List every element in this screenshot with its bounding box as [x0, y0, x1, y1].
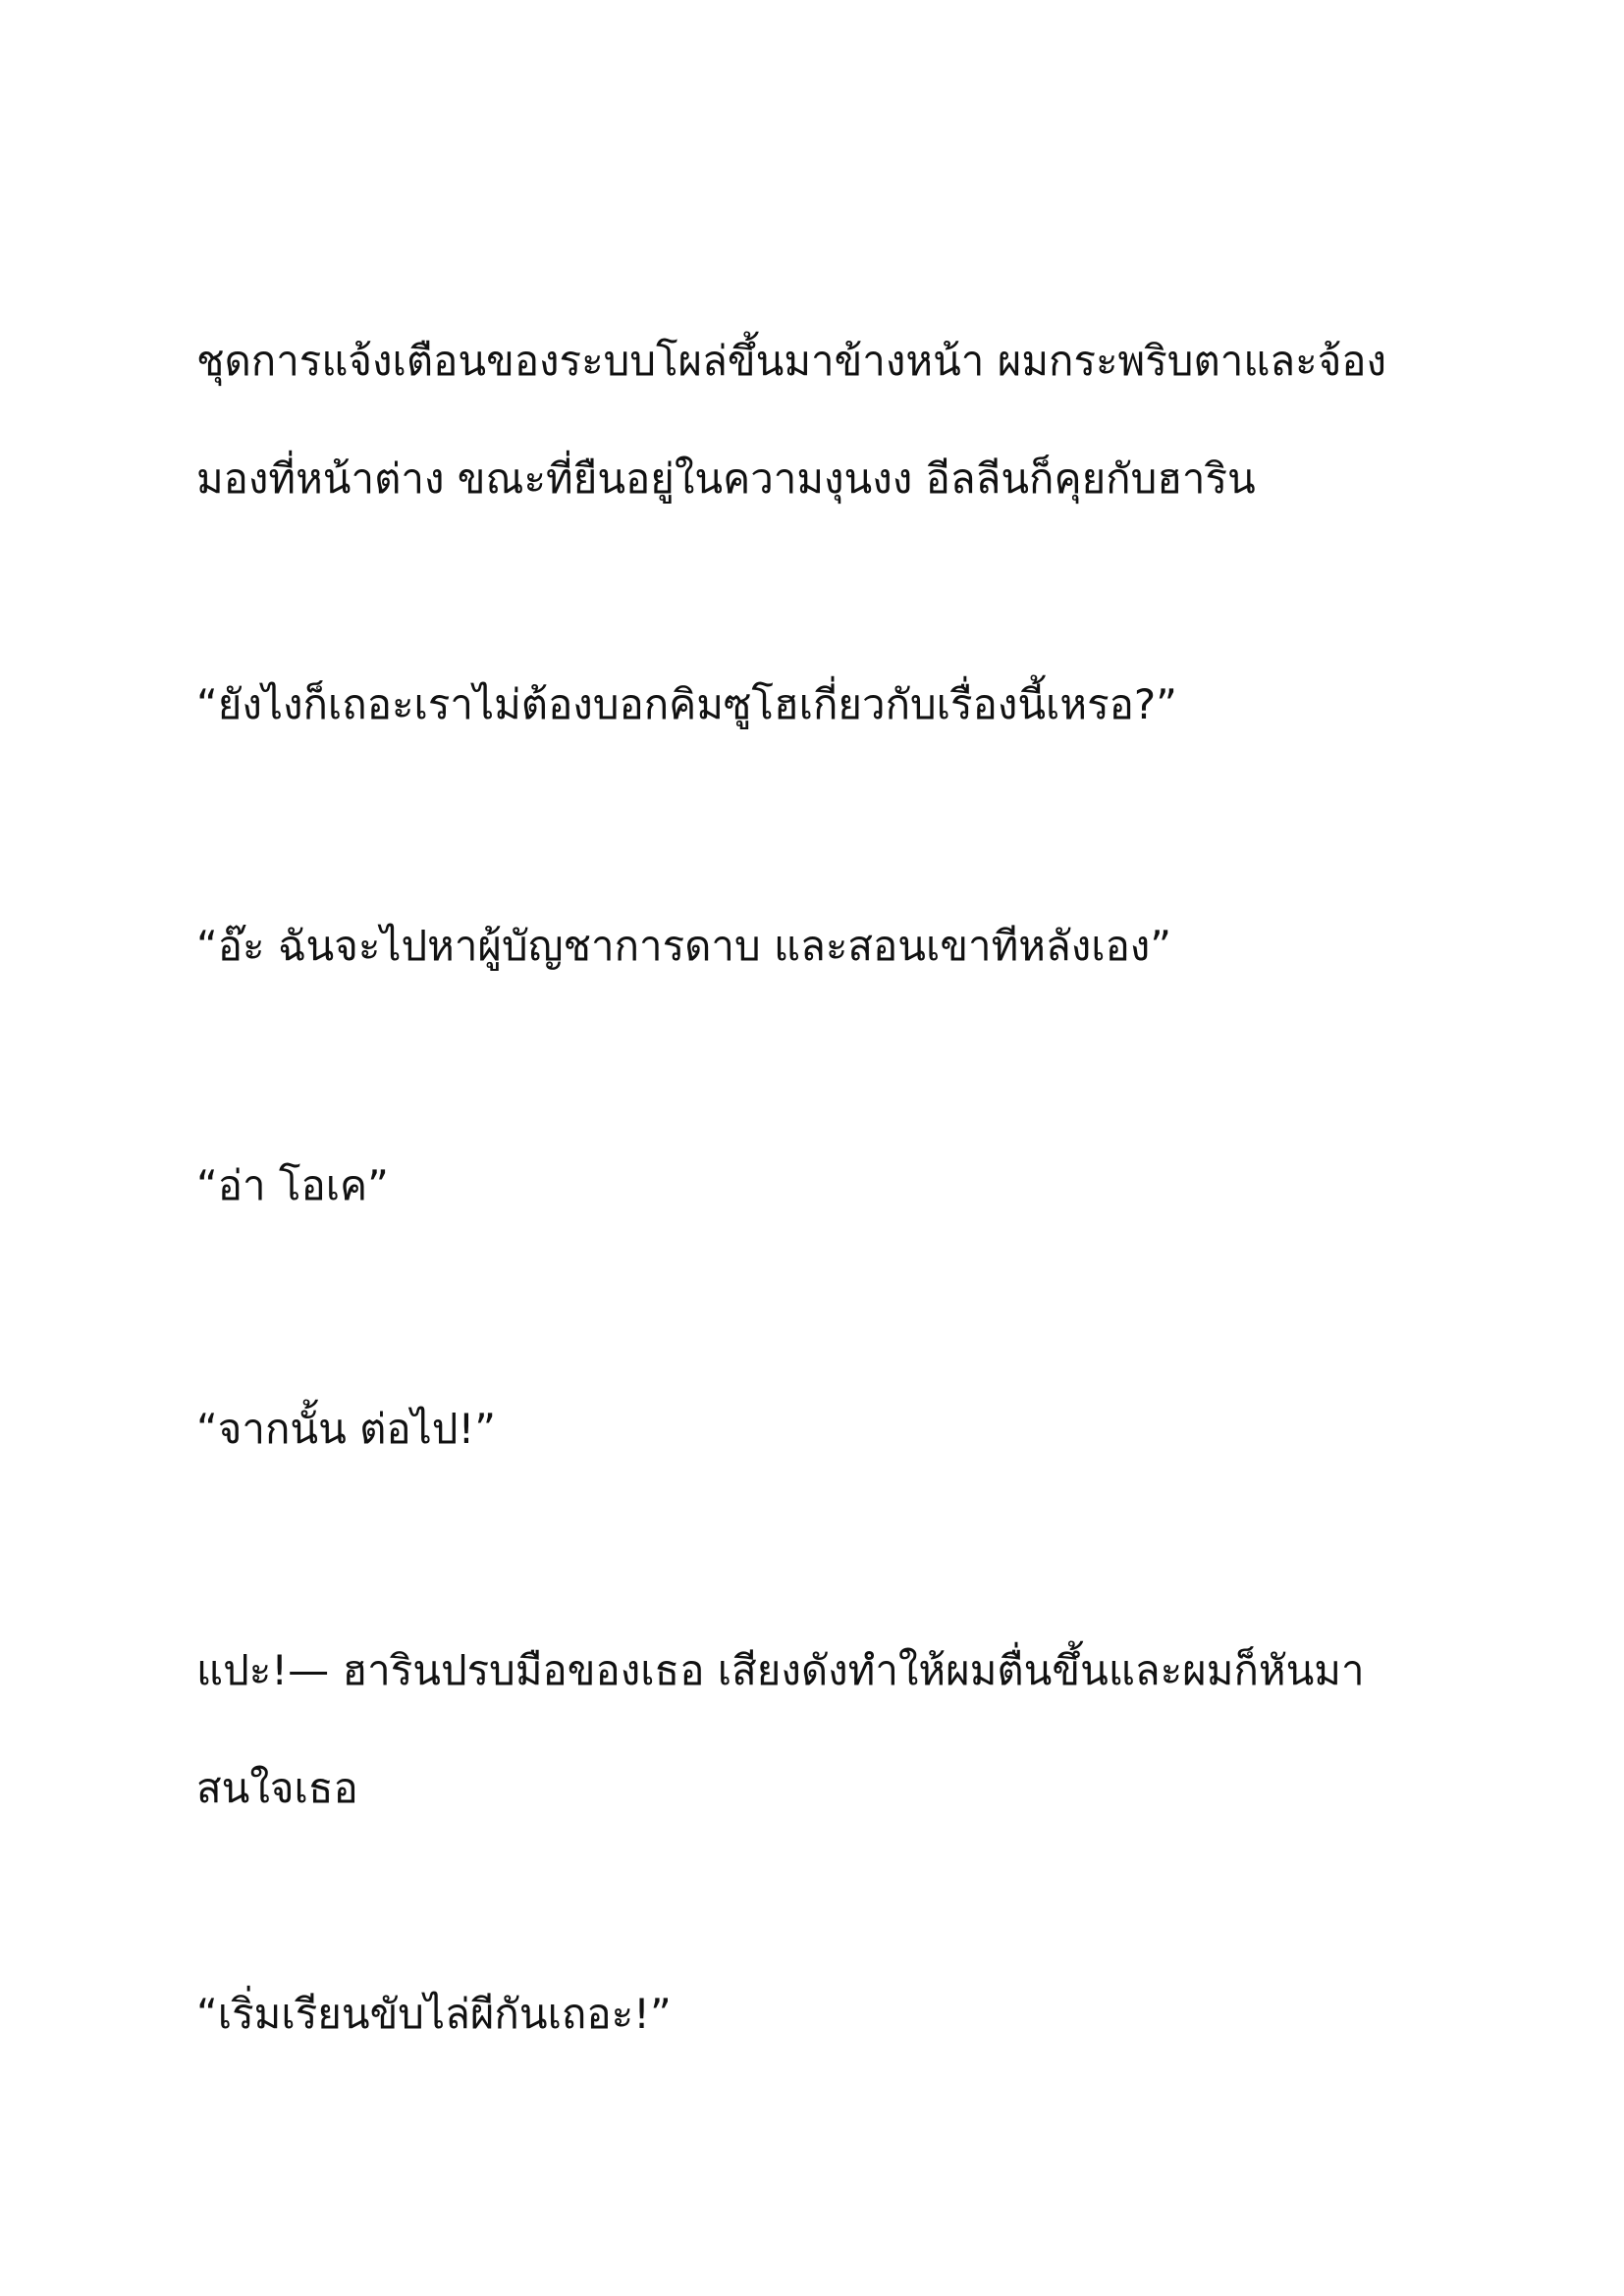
text-line: แปะ!— ฮารินปรบมือของเธอ เสียงดังทำให้ผมตื่นขึ้นและผมก็หันมา — [196, 1646, 1365, 1694]
paragraph-dialogue — [196, 1955, 1434, 2073]
text-line: ชุดการแจ้งเตือนของระบบโผล่ขึ้นมาข้างหน้า ผมกระพริบตาและจ้อง — [196, 337, 1387, 385]
text-line: สนใจเธอ — [196, 1764, 358, 1812]
paragraph-dialogue — [196, 646, 1434, 764]
text-line: “อ๊ะ ฉันจะไปหาผู้บัญชาการดาบ และสอนเขาทีหลังเอง” — [196, 922, 1172, 970]
text-line: มองที่หน้าต่าง ขณะที่ยืนอยู่ในความงุนงง อีลลีนก็คุยกับฮาริน — [196, 454, 1256, 503]
text-line: “อ่า โอเค” — [196, 1161, 389, 1209]
paragraph-narration — [196, 1612, 1434, 1847]
text-line: “เริ่มเรียนขับไล่ผีกันเถอะ!” — [196, 1990, 672, 2038]
text-line: “ยังไงก็เถอะเราไม่ต้องบอกคิมซูโฮเกี่ยวกับเรื่องนี้เหรอ?” — [196, 680, 1177, 728]
text-line: “จากนั้น ต่อไป!” — [196, 1405, 497, 1453]
paragraph-system-notification — [196, 302, 1434, 538]
paragraph-dialogue — [196, 1127, 1434, 1245]
paragraph-dialogue — [196, 1370, 1434, 1488]
paragraph-dialogue — [196, 887, 1434, 1005]
